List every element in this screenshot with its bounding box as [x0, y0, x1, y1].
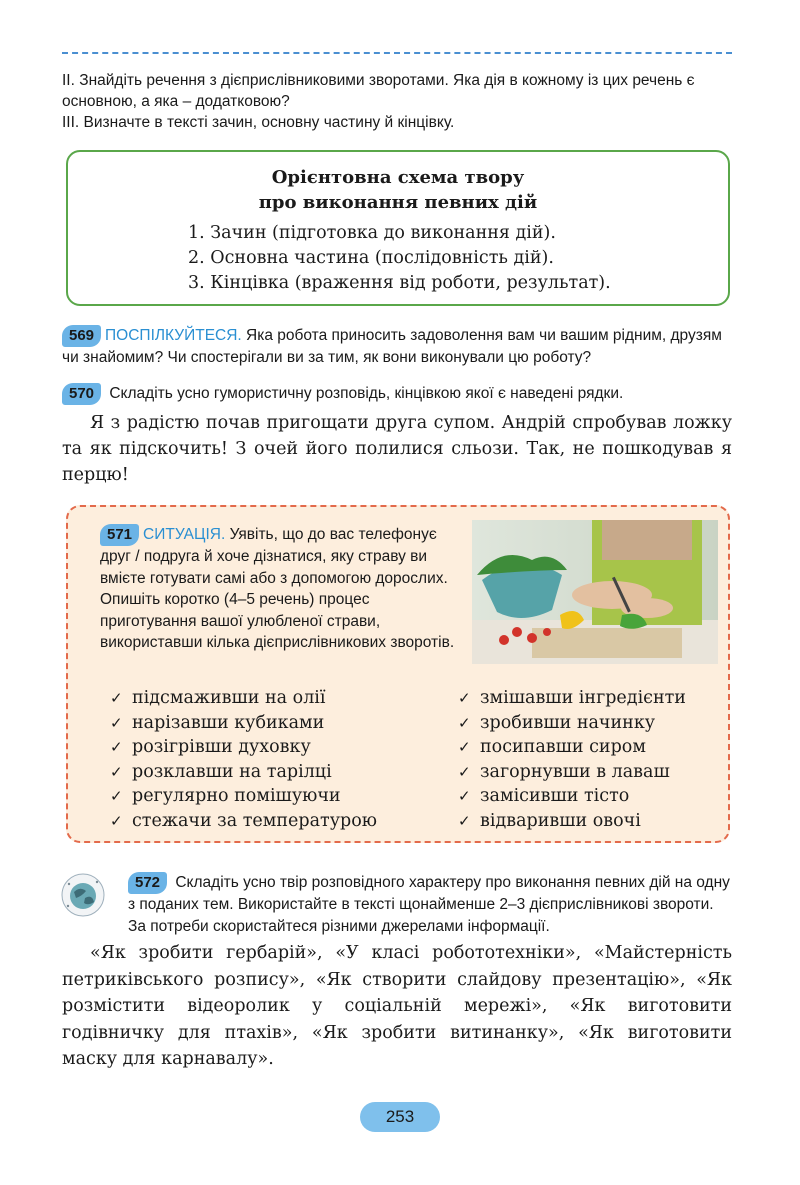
globe-icon — [60, 872, 106, 918]
scheme-box — [66, 150, 730, 306]
cooking-photo — [472, 520, 718, 664]
scheme-item-3: 3. Кінцівка (враження від роботи, результат). — [188, 273, 611, 293]
list-item: ✓ регулярно помішуючи — [110, 784, 440, 809]
check-list-right — [458, 686, 723, 833]
task-text: Яка робота приносить задоволення вам чи вашим рідним, друзям чи знайомим? Чи спостерігали ви за тим, як вони виконували цю роботу? — [62, 327, 722, 366]
list-item: ✓ загорнувши в лаваш — [458, 760, 723, 785]
list-item: ✓ нарізавши кубиками — [110, 711, 440, 736]
list-item: ✓ замісивши тісто — [458, 784, 723, 809]
scheme-title-1: Орієнтовна схема твору — [271, 167, 525, 188]
task-ii: II. Знайдіть речення з дієприслівниковими зворотами. Яка дія в кожному із цих речень є основною, а яка – додатковою? — [62, 72, 695, 110]
task-text: Уявіть, що до вас телефонує друг / подруга й хоче дізнатися, яку страву ви вмієте готувати самі або з допомогою дорослих. Опишіть коротко (4–5 речень) процес приготування вашої улюбленої страви, використавши кілька дієприслівникових зворотів. — [100, 526, 455, 651]
task-number-badge: 571 — [100, 524, 139, 546]
task-572 — [128, 872, 732, 937]
list-item: ✓ стежачи за температурою — [110, 809, 440, 834]
top-tasks — [62, 70, 732, 133]
cooking-illustration — [472, 520, 718, 664]
list-item: ✓ змішавши інгредієнти — [458, 686, 723, 711]
topics-paragraph: «Як зробити гербарій», «У класі робототехніки», «Майстерність петриківського розпису», «Як створити слайдову презентацію», «Як розмістити відеоролик у соціальній мережі», «Як виготовити годівничку для птахів», «Як зробити витинанку», «Як виготовити маску для карнавалу». — [62, 943, 732, 1069]
task-571 — [100, 524, 462, 654]
list-item: ✓ розігрівши духовку — [110, 735, 440, 760]
list-item: ✓ посипавши сиром — [458, 735, 723, 760]
scheme-title-2: про виконання певних дій — [258, 192, 538, 213]
list-item: ✓ відваривши овочі — [458, 809, 723, 834]
task-number-badge: 570 — [62, 383, 101, 405]
scheme-list — [68, 221, 728, 296]
task-text: Складіть усно твір розповідного характеру про виконання певних дій на одну з поданих тем. Використайте в тексті щонайменше 2–3 дієприслівникові звороти. За потреби скористайтеся різними джерелами інформації. — [128, 874, 730, 935]
task-569 — [62, 325, 732, 368]
page-number: 253 — [360, 1102, 440, 1132]
list-item: ✓ розклавши на тарілці — [110, 760, 440, 785]
scheme-item-1: 1. Зачин (підготовка до виконання дій). — [188, 223, 556, 243]
list-item: ✓ підсмаживши на олії — [110, 686, 440, 711]
task-text: Складіть усно гумористичну розповідь, кінцівкою якої є наведені рядки. — [105, 385, 624, 402]
list-item: ✓ зробивши начинку — [458, 711, 723, 736]
task-iii: III. Визначте в тексті зачин, основну частину й кінцівку. — [62, 114, 455, 131]
task-570 — [62, 383, 732, 405]
scheme-item-2: 2. Основна частина (послідовність дій). — [188, 248, 554, 268]
task-number-badge: 572 — [128, 872, 167, 894]
top-dashed-rule — [62, 52, 732, 54]
task-number-badge: 569 — [62, 325, 101, 347]
task-keyword: ПОСПІЛКУЙТЕСЯ. — [105, 327, 242, 344]
task-keyword: СИТУАЦІЯ. — [143, 526, 226, 543]
check-list-left — [110, 686, 440, 833]
quote-paragraph: Я з радістю почав пригощати друга супом. Андрій спробував ложку та як підскочить! З очей його полилися сльози. Так, не пошкодував я перцю! — [62, 413, 732, 485]
